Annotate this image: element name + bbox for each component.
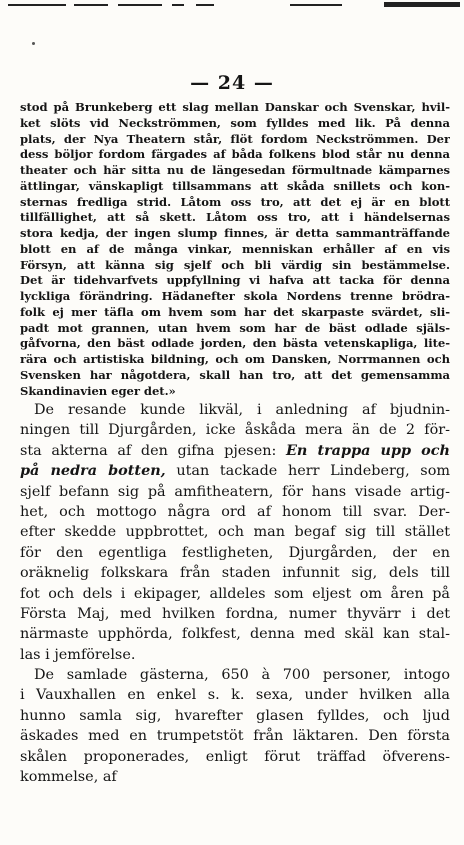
print-speck — [32, 42, 35, 45]
paragraph-2 — [20, 665, 450, 787]
text-line: las i jemförelse. — [20, 646, 136, 663]
text-line: lyckliga förändring. Hädanefter skola Nordens trenne brödra- — [20, 289, 450, 303]
text-line: för den egentliga festligheten, Djurgården, der en — [20, 544, 450, 561]
text-line: skålen proponerades, enligt förut träffad öfverens- — [20, 748, 450, 765]
text-line — [20, 441, 450, 461]
text-line: Skandinavien eger det.» — [20, 383, 176, 398]
paragraph-1 — [20, 400, 450, 665]
text-line — [20, 461, 450, 481]
text-line: ningen till Djurgården, icke åskåda mera än de 2 för- — [20, 422, 450, 439]
play-title: på nedra botten, — [20, 462, 166, 480]
text-fragment: sta akterna af den gifna pjesen: — [20, 442, 286, 459]
text-line: De resande kunde likväl, i anledning af bjudnin- — [34, 402, 450, 418]
text-line: gåfvorna, den bäst odlade jorden, den bästa vetenskapliga, lite- — [20, 336, 450, 351]
page-top-edge — [0, 0, 464, 12]
play-title: En trappa upp och — [285, 441, 450, 459]
quoted-speech — [20, 100, 450, 399]
text-line: fot och dels i ekipager, alldeles som eljest om åren på — [20, 585, 450, 602]
text-fragment: utan tackade herr Lindeberg, som — [165, 463, 450, 480]
text-line: tillfällighet, att så skett. Låtom oss tro, att i händelsernas — [20, 210, 450, 225]
text-line: Försyn, att känna sig sjelf och bli värdig sin bestämmelse. — [20, 257, 450, 272]
text-line: närmaste upphörda, folkfest, denna med skäl kan stal- — [20, 626, 450, 643]
text-line: dess böljor fordom färgades af båda folkens blod står nu denna — [20, 147, 450, 162]
text-line: hunno samla sig, hvarefter glasen fylldes, och ljud — [20, 707, 450, 724]
text-line: kommelse, af — [20, 768, 117, 785]
text-line: ket slöts vid Neckströmmen, som fylldes med lik. På denna — [20, 115, 450, 130]
text-line: stod på Brunkeberg ett slag mellan Danskar och Svenskar, hvil- — [20, 100, 450, 114]
text-line: sjelf befann sig på amfitheatern, för hans visade artig- — [20, 483, 450, 500]
text-line: Svensken har någotdera, skall han tro, att det gemensamma — [20, 367, 450, 382]
text-line: stora kedja, der ingen slump finnes, är detta sammanträffande — [20, 226, 450, 240]
text-line: blott en af de många vinkar, menniskan erhåller af en vis — [20, 241, 450, 256]
text-line: oräknelig folkskara från staden infunnit sig, dels till — [20, 565, 450, 582]
text-line: i Vauxhallen en enkel s. k. sexa, under hvilken alla — [20, 687, 450, 704]
text-line: sternas fredliga strid. Låtom oss tro, att det ej är en blott — [20, 194, 450, 209]
text-line: Det är tidehvarfvets uppfyllning vi hafva att tacka för denna — [20, 273, 450, 288]
text-line: theater och här sitta nu de längesedan förmultnade kämparnes — [20, 163, 450, 177]
text-line: efter skedde uppbrottet, och man begaf sig till stället — [20, 524, 450, 541]
text-line: äskades med en trumpetstöt från läktaren. Den första — [20, 728, 450, 745]
text-line: het, och mottogo några ord af honom till svar. Der- — [20, 503, 450, 520]
text-line: Första Maj, med hvilken fordna, numer thyvärr i det — [20, 605, 450, 622]
text-line: ättlingar, vänskapligt tillsammans att skåda snillets och kon- — [20, 178, 450, 193]
text-line: padt mot grannen, utan hvem som har de bäst odlade själs- — [20, 320, 450, 335]
text-line: De samlade gästerna, 650 à 700 personer, intogo — [34, 667, 450, 683]
text-line: plats, der Nya Theatern står, flöt fordom Neckströmmen. Der — [20, 131, 450, 146]
text-line: folk ej mer täfla om hvem som har det skarpaste svärdet, sli- — [20, 304, 450, 319]
text-line: rära och artistiska bildning, och om Dansken, Norrmannen och — [20, 352, 450, 366]
page-number: — 24 — — [190, 72, 274, 94]
